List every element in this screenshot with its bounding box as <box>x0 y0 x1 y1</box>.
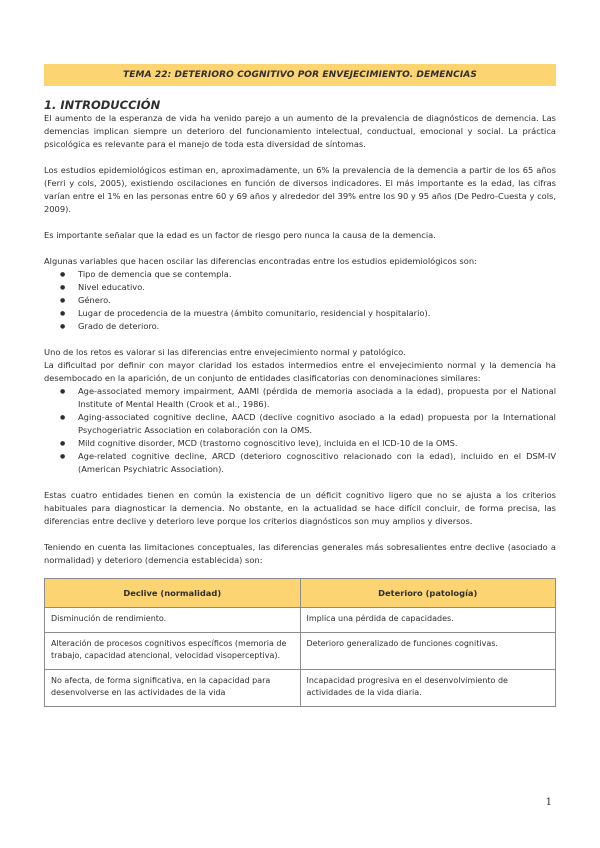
limitations-paragraph: Teniendo en cuenta las limitaciones conceptuales, las diferencias generales más sobresalientes entre declive (asociado a normalidad) y deterioro (demencia establecida) son: <box>44 542 556 565</box>
table-row <box>45 608 556 633</box>
table-cell: Deterioro generalizado de funciones cognitivas. <box>300 633 556 670</box>
challenge-line: Uno de los retos es valorar si las diferencias entre envejecimiento normal y patológico. <box>44 347 406 357</box>
table-cell: Alteración de procesos cognitivos específicos (memoria de trabajo, capacidad atencional, velocidad visoperceptiva). <box>45 633 301 670</box>
list-item: ● Género. <box>44 294 556 307</box>
list-item: ● Nivel educativo. <box>44 281 556 294</box>
table-cell: Incapacidad progresiva en el desenvolvimiento de actividades de la vida diaria. <box>300 670 556 707</box>
variables-list <box>44 268 556 333</box>
table-cell: Disminución de rendimiento. <box>45 608 301 633</box>
list-item: ● Tipo de demencia que se contempla. <box>44 268 556 281</box>
table-cell: No afecta, de forma significativa, en la capacidad para desenvolverse en las actividades de la vida <box>45 670 301 707</box>
table-cell: Implica una pérdida de capacidades. <box>300 608 556 633</box>
comparison-table <box>44 578 556 707</box>
variables-intro: Algunas variables que hacen oscilar las diferencias encontradas entre los estudios epidemiológicos son: <box>44 256 477 266</box>
entities-list <box>44 385 556 476</box>
page-title: TEMA 22: DETERIORO COGNITIVO POR ENVEJECIMIENTO. DEMENCIAS <box>44 64 556 86</box>
risk-paragraph: Es importante señalar que la edad es un factor de riesgo pero nunca la causa de la demencia. <box>44 230 436 240</box>
section-heading: 1. INTRODUCCIÓN <box>44 98 161 112</box>
table-header: Declive (normalidad) <box>45 579 301 608</box>
table-header: Deterioro (patología) <box>300 579 556 608</box>
entities-paragraph: Estas cuatro entidades tienen en común la existencia de un déficit cognitivo ligero que no se ajusta a los criterios habituales para diagnosticar la demencia. No obstante, en la actualidad se hace difícil concluir, de forma precisa, las diferencias entre declive y deterioro leve porque los criterios diagnósticos son muy amplios y diversos. <box>44 490 556 526</box>
list-item: ● Mild cognitive disorder, MCD (trastorno cognoscitivo leve), incluida en el ICD-10 de la OMS. <box>44 437 556 450</box>
list-item: ● Lugar de procedencia de la muestra (ámbito comunitario, residencial y hospitalario). <box>44 307 556 320</box>
intro-paragraph: El aumento de la esperanza de vida ha venido parejo a un aumento de la prevalencia de diagnósticos de demencia. Las demencias implican siempre un deterioro del funcionamiento intelectual, conductual, emocional y social. La práctica psicológica es relevante para el manejo de toda esta diversidad de síntomas. <box>44 113 556 149</box>
page-number: 1 <box>545 797 552 808</box>
document-page <box>44 64 556 707</box>
table-header-row <box>45 579 556 608</box>
table-row <box>45 670 556 707</box>
table-row <box>45 633 556 670</box>
list-item: ● Grado de deterioro. <box>44 320 556 333</box>
list-item: ● Aging-associated cognitive decline, AACD (declive cognitivo asociado a la edad) propuesta por la International Psychogeriatric Association en colaboración con la OMS. <box>44 411 556 437</box>
difficulty-paragraph: La dificultad por definir con mayor claridad los estados intermedios entre el envejecimiento normal y la demencia ha desembocado en la aparición, de un conjunto de entidades clasificatorias con denominaciones similares: <box>44 360 556 383</box>
epidemiology-paragraph: Los estudios epidemiológicos estiman en, aproximadamente, un 6% la prevalencia de la demencia a partir de los 65 años (Ferri y cols, 2005), existiendo oscilaciones en función de diversos indicadores. El más importante es la edad, las cifras varían entre el 1% en las personas entre 60 y 69 años y alrededor del 39% entre los 90 y 95 años (De Pedro-Cuesta y cols, 2009). <box>44 165 556 214</box>
list-item: ● Age-related cognitive decline, ARCD (deterioro cognoscitivo relacionado con la edad), incluido en el DSM-IV (American Psychiatric Association). <box>44 450 556 476</box>
list-item: ● Age-associated memory impairment, AAMI (pérdida de memoria asociada a la edad), propuesta por el National Institute of Mental Health (Crook et al., 1986). <box>44 385 556 411</box>
